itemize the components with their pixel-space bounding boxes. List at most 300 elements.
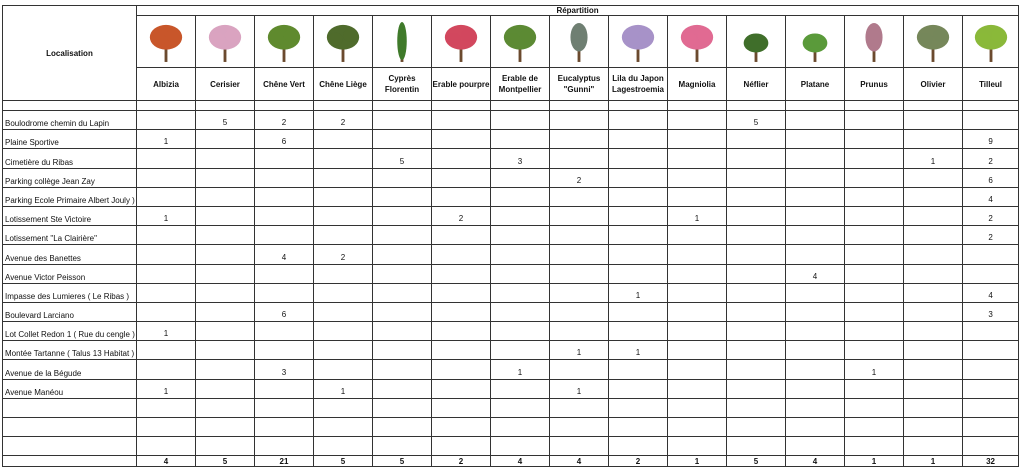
count-cell: 1: [550, 379, 609, 398]
count-cell: [314, 264, 373, 283]
count-cell: 9: [963, 130, 1019, 149]
count-cell: 2: [963, 149, 1019, 168]
count-cell: [373, 302, 432, 321]
prunus-tree-icon: [855, 20, 893, 64]
count-cell: 2: [314, 245, 373, 264]
count-cell: [550, 302, 609, 321]
count-cell: [845, 149, 904, 168]
count-cell: [786, 283, 845, 302]
count-cell: 1: [491, 360, 550, 379]
count-cell: [432, 322, 491, 341]
count-cell: [373, 418, 432, 437]
count-cell: [550, 187, 609, 206]
species-name-header: Albizia: [137, 68, 196, 101]
count-cell: [550, 322, 609, 341]
count-cell: [845, 245, 904, 264]
table-row: [3, 111, 1019, 130]
count-cell: 1: [668, 206, 727, 225]
count-cell: 1: [137, 130, 196, 149]
count-cell: [491, 130, 550, 149]
count-cell: [963, 341, 1019, 360]
count-cell: [196, 206, 255, 225]
cork-oak-tree-icon: [324, 20, 362, 64]
table-row: [3, 341, 1019, 360]
count-cell: [786, 341, 845, 360]
table-row: [3, 245, 1019, 264]
table-row: [3, 130, 1019, 149]
count-cell: [727, 437, 786, 456]
count-cell: [963, 360, 1019, 379]
count-cell: [491, 418, 550, 437]
count-cell: [491, 398, 550, 417]
count-cell: 3: [491, 149, 550, 168]
table-row: [3, 206, 1019, 225]
count-cell: [845, 322, 904, 341]
species-image-cell: [786, 16, 845, 68]
medlar-tree-icon: [737, 20, 775, 64]
count-cell: [963, 379, 1019, 398]
count-cell: [196, 283, 255, 302]
species-name-header: Chêne Liège: [314, 68, 373, 101]
count-cell: [904, 168, 963, 187]
count-cell: 6: [255, 130, 314, 149]
species-image-cell: [196, 16, 255, 68]
count-cell: 2: [255, 111, 314, 130]
count-cell: [727, 206, 786, 225]
count-cell: [432, 379, 491, 398]
count-cell: [963, 437, 1019, 456]
count-cell: [432, 187, 491, 206]
count-cell: [314, 187, 373, 206]
count-cell: [432, 302, 491, 321]
count-cell: [727, 418, 786, 437]
empty-cell: [904, 101, 963, 111]
linden-tree-icon: [972, 20, 1010, 64]
count-cell: [668, 437, 727, 456]
count-cell: 1: [137, 322, 196, 341]
count-cell: [373, 283, 432, 302]
species-name-header: Cyprès Florentin: [373, 68, 432, 101]
count-cell: [845, 226, 904, 245]
count-cell: [137, 245, 196, 264]
count-cell: [196, 360, 255, 379]
count-cell: 5: [727, 111, 786, 130]
count-cell: [668, 283, 727, 302]
count-cell: [432, 111, 491, 130]
count-cell: [196, 418, 255, 437]
count-cell: [550, 264, 609, 283]
count-cell: [255, 264, 314, 283]
count-cell: [550, 206, 609, 225]
count-cell: [904, 264, 963, 283]
count-cell: [845, 111, 904, 130]
species-image-cell: [668, 16, 727, 68]
count-cell: [137, 187, 196, 206]
count-cell: [845, 418, 904, 437]
empty-cell: [196, 101, 255, 111]
count-cell: [196, 264, 255, 283]
count-cell: [904, 360, 963, 379]
count-cell: [904, 437, 963, 456]
count-cell: 6: [255, 302, 314, 321]
location-cell: Parking Ecole Primaire Albert Jouly ): [3, 187, 137, 206]
count-cell: [314, 226, 373, 245]
count-cell: [786, 398, 845, 417]
count-cell: [373, 360, 432, 379]
count-cell: [255, 187, 314, 206]
lagerstroemia-tree-icon: [619, 20, 657, 64]
count-cell: [727, 264, 786, 283]
count-cell: [137, 302, 196, 321]
count-cell: [373, 130, 432, 149]
count-cell: [609, 187, 668, 206]
count-cell: [845, 168, 904, 187]
count-cell: 5: [373, 149, 432, 168]
count-cell: [845, 264, 904, 283]
count-cell: [373, 111, 432, 130]
count-cell: 2: [432, 206, 491, 225]
count-cell: 4: [963, 187, 1019, 206]
count-cell: [432, 437, 491, 456]
location-cell: [3, 398, 137, 417]
location-cell: Impasse des Lumieres ( Le Ribas ): [3, 283, 137, 302]
empty-cell: [609, 101, 668, 111]
count-cell: [845, 283, 904, 302]
count-cell: [432, 264, 491, 283]
count-cell: [668, 360, 727, 379]
count-cell: [668, 379, 727, 398]
count-cell: [609, 111, 668, 130]
total-cell: 4: [786, 456, 845, 467]
count-cell: [491, 245, 550, 264]
count-cell: [904, 187, 963, 206]
count-cell: [786, 111, 845, 130]
count-cell: [314, 398, 373, 417]
total-cell: 5: [196, 456, 255, 467]
empty-cell: [491, 101, 550, 111]
count-cell: [373, 341, 432, 360]
count-cell: [963, 322, 1019, 341]
location-cell: Avenue de la Bégude: [3, 360, 137, 379]
count-cell: [137, 264, 196, 283]
count-cell: [668, 302, 727, 321]
tree-distribution-table: [2, 5, 1019, 467]
distribution-header: Répartition: [137, 6, 1019, 16]
count-cell: [196, 437, 255, 456]
count-cell: [786, 245, 845, 264]
count-cell: [786, 206, 845, 225]
table-row: [3, 283, 1019, 302]
count-cell: [668, 226, 727, 245]
count-cell: 2: [550, 168, 609, 187]
plane-tree-icon: [796, 20, 834, 64]
count-cell: 6: [963, 168, 1019, 187]
count-cell: [668, 111, 727, 130]
count-cell: [904, 206, 963, 225]
empty-cell: [432, 101, 491, 111]
count-cell: [727, 130, 786, 149]
species-image-cell: [963, 16, 1019, 68]
count-cell: [786, 360, 845, 379]
count-cell: [491, 283, 550, 302]
count-cell: [668, 245, 727, 264]
count-cell: [137, 168, 196, 187]
count-cell: [963, 245, 1019, 264]
count-cell: [668, 149, 727, 168]
count-cell: [196, 168, 255, 187]
count-cell: [609, 226, 668, 245]
count-cell: [196, 187, 255, 206]
species-image-cell: [904, 16, 963, 68]
count-cell: [963, 398, 1019, 417]
empty-cell: [963, 101, 1019, 111]
count-cell: [373, 322, 432, 341]
count-cell: [373, 245, 432, 264]
total-cell: 1: [845, 456, 904, 467]
count-cell: [727, 379, 786, 398]
count-cell: 1: [137, 379, 196, 398]
count-cell: [314, 168, 373, 187]
count-cell: [196, 149, 255, 168]
count-cell: 2: [314, 111, 373, 130]
count-cell: [432, 149, 491, 168]
count-cell: [255, 322, 314, 341]
species-name-header: Olivier: [904, 68, 963, 101]
species-name-header: Tilleul: [963, 68, 1019, 101]
location-cell: Cimetière du Ribas: [3, 149, 137, 168]
empty-cell: [3, 101, 137, 111]
holm-oak-tree-icon: [265, 20, 303, 64]
species-image-cell: [550, 16, 609, 68]
montpellier-maple-tree-icon: [501, 20, 539, 64]
count-cell: [786, 437, 845, 456]
count-cell: [373, 168, 432, 187]
magnolia-tree-icon: [678, 20, 716, 64]
location-cell: Lot Collet Redon 1 ( Rue du cengle ): [3, 322, 137, 341]
count-cell: [609, 245, 668, 264]
count-cell: [550, 226, 609, 245]
count-cell: [609, 130, 668, 149]
count-cell: [904, 341, 963, 360]
count-cell: 3: [255, 360, 314, 379]
count-cell: [609, 360, 668, 379]
species-image-cell: [491, 16, 550, 68]
count-cell: [314, 283, 373, 302]
count-cell: 1: [609, 283, 668, 302]
species-name-header: Prunus: [845, 68, 904, 101]
location-cell: [3, 437, 137, 456]
count-cell: [137, 418, 196, 437]
count-cell: [786, 226, 845, 245]
count-cell: [255, 149, 314, 168]
count-cell: [609, 437, 668, 456]
count-cell: [904, 379, 963, 398]
count-cell: 5: [196, 111, 255, 130]
count-cell: [845, 130, 904, 149]
count-cell: 1: [137, 206, 196, 225]
count-cell: [491, 379, 550, 398]
count-cell: [668, 322, 727, 341]
count-cell: [373, 437, 432, 456]
count-cell: [727, 283, 786, 302]
location-cell: Parking collège Jean Zay: [3, 168, 137, 187]
count-cell: [196, 245, 255, 264]
total-cell: 5: [373, 456, 432, 467]
count-cell: [491, 111, 550, 130]
species-image-cell: [609, 16, 668, 68]
count-cell: [727, 398, 786, 417]
count-cell: [491, 264, 550, 283]
count-cell: [255, 283, 314, 302]
totals-row: [3, 456, 1019, 467]
count-cell: [668, 168, 727, 187]
count-cell: [137, 341, 196, 360]
count-cell: [491, 168, 550, 187]
count-cell: [314, 341, 373, 360]
count-cell: [786, 418, 845, 437]
count-cell: [255, 206, 314, 225]
count-cell: [432, 130, 491, 149]
total-cell: 5: [727, 456, 786, 467]
count-cell: [432, 226, 491, 245]
count-cell: [727, 149, 786, 168]
species-name-header: Eucalyptus "Gunni": [550, 68, 609, 101]
location-cell: Avenue des Banettes: [3, 245, 137, 264]
count-cell: [550, 418, 609, 437]
count-cell: [314, 360, 373, 379]
table-row: [3, 187, 1019, 206]
olive-tree-icon: [914, 20, 952, 64]
count-cell: [255, 437, 314, 456]
count-cell: [491, 302, 550, 321]
count-cell: [727, 302, 786, 321]
eucalyptus-tree-icon: [560, 20, 598, 64]
count-cell: [904, 322, 963, 341]
count-cell: [904, 111, 963, 130]
count-cell: [373, 264, 432, 283]
count-cell: 2: [963, 226, 1019, 245]
count-cell: [668, 264, 727, 283]
species-name-header: Cerisier: [196, 68, 255, 101]
count-cell: [845, 187, 904, 206]
location-cell: Plaine Sportive: [3, 130, 137, 149]
count-cell: 2: [963, 206, 1019, 225]
count-cell: [196, 130, 255, 149]
count-cell: [314, 437, 373, 456]
empty-cell: [727, 101, 786, 111]
count-cell: [904, 226, 963, 245]
location-cell: Lotissement Ste Victoire: [3, 206, 137, 225]
location-cell: Boulevard Larciano: [3, 302, 137, 321]
count-cell: 1: [609, 341, 668, 360]
total-cell: 32: [963, 456, 1019, 467]
count-cell: [137, 437, 196, 456]
total-cell: 2: [432, 456, 491, 467]
count-cell: [137, 398, 196, 417]
count-cell: [196, 226, 255, 245]
count-cell: [314, 322, 373, 341]
count-cell: [255, 379, 314, 398]
count-cell: [668, 418, 727, 437]
count-cell: [196, 379, 255, 398]
count-cell: 3: [963, 302, 1019, 321]
table-row: [3, 302, 1019, 321]
count-cell: [786, 168, 845, 187]
species-name-header: Platane: [786, 68, 845, 101]
count-cell: [845, 341, 904, 360]
table-row: [3, 418, 1019, 437]
count-cell: [609, 418, 668, 437]
species-name-header: Chêne Vert: [255, 68, 314, 101]
count-cell: [727, 226, 786, 245]
count-cell: [491, 226, 550, 245]
count-cell: [609, 322, 668, 341]
count-cell: [609, 149, 668, 168]
count-cell: [491, 322, 550, 341]
count-cell: [255, 226, 314, 245]
count-cell: [373, 187, 432, 206]
spacer-row: [3, 101, 1019, 111]
count-cell: [491, 206, 550, 225]
count-cell: [845, 206, 904, 225]
count-cell: [609, 302, 668, 321]
count-cell: [137, 149, 196, 168]
count-cell: [255, 418, 314, 437]
count-cell: [550, 130, 609, 149]
count-cell: [491, 187, 550, 206]
total-cell: 21: [255, 456, 314, 467]
count-cell: [904, 130, 963, 149]
count-cell: [550, 283, 609, 302]
species-name-header: Magniolia: [668, 68, 727, 101]
empty-cell: [373, 101, 432, 111]
count-cell: [314, 149, 373, 168]
count-cell: [845, 302, 904, 321]
count-cell: [786, 302, 845, 321]
count-cell: [373, 226, 432, 245]
purple-maple-tree-icon: [442, 20, 480, 64]
empty-cell: [314, 101, 373, 111]
count-cell: [963, 264, 1019, 283]
count-cell: [845, 437, 904, 456]
total-cell: 4: [550, 456, 609, 467]
count-cell: [137, 111, 196, 130]
count-cell: [609, 379, 668, 398]
count-cell: [314, 418, 373, 437]
species-image-cell: [432, 16, 491, 68]
table-row: [3, 379, 1019, 398]
count-cell: 1: [904, 149, 963, 168]
total-cell: 4: [137, 456, 196, 467]
count-cell: 1: [845, 360, 904, 379]
count-cell: [314, 206, 373, 225]
count-cell: [255, 341, 314, 360]
table-row: [3, 398, 1019, 417]
table-row: [3, 437, 1019, 456]
location-cell: Montée Tartanne ( Talus 13 Habitat ): [3, 341, 137, 360]
count-cell: [963, 111, 1019, 130]
count-cell: [668, 130, 727, 149]
count-cell: [904, 398, 963, 417]
count-cell: [432, 168, 491, 187]
count-cell: [550, 398, 609, 417]
total-cell: 1: [904, 456, 963, 467]
species-image-cell: [727, 16, 786, 68]
count-cell: [727, 187, 786, 206]
count-cell: [845, 379, 904, 398]
empty-cell: [137, 101, 196, 111]
count-cell: [786, 149, 845, 168]
